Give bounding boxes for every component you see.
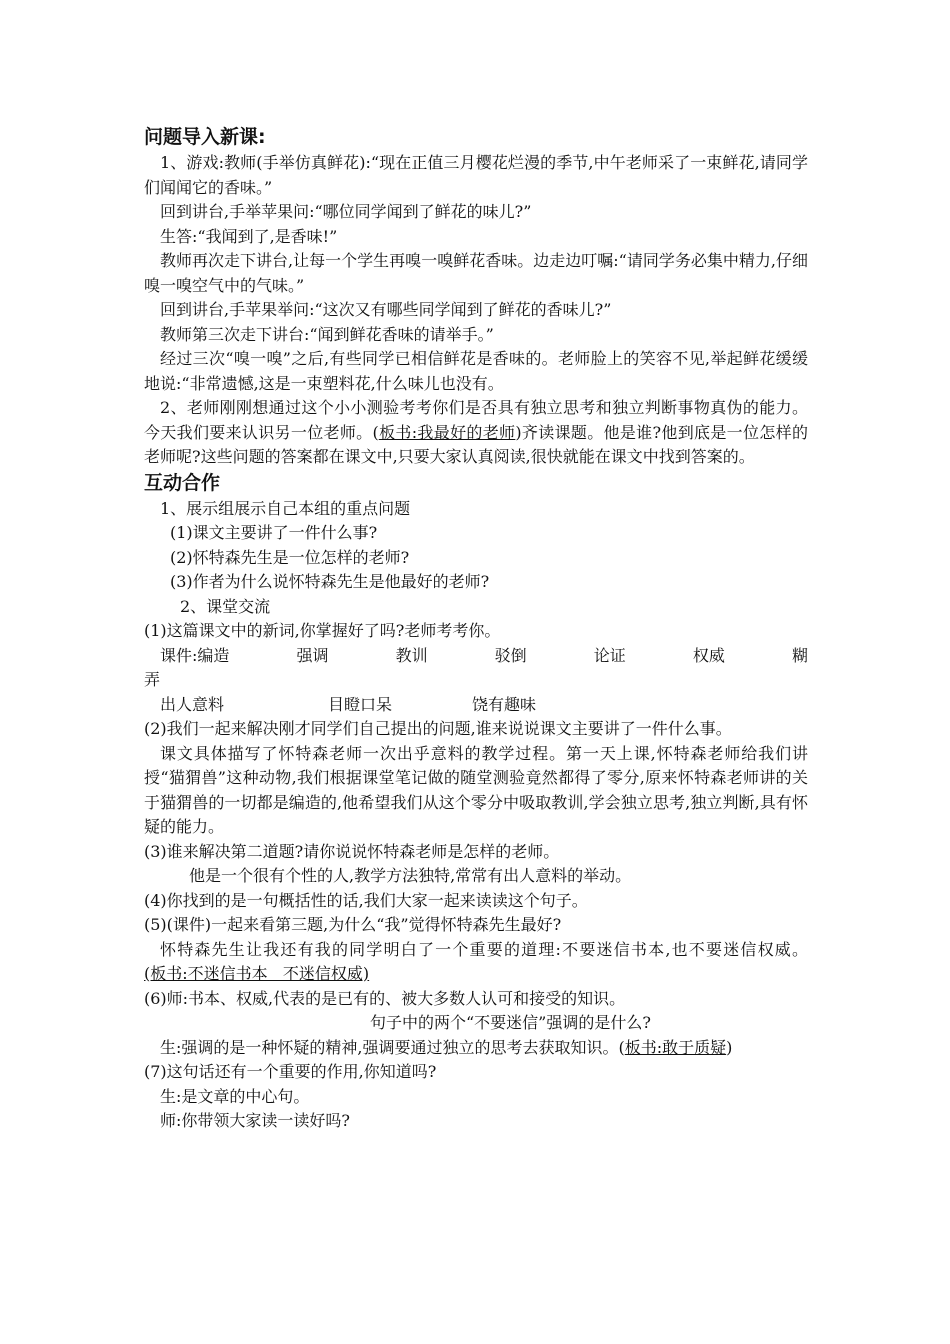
paragraph-text: 2、老师刚刚想通过这个小小测验考考你们是否具有独立思考和独立判断事物真伪的能力。今天我们要来认识另一位老师。( [144,398,808,442]
paragraph [144,1036,808,1061]
board-note: (板书:不迷信书本 不迷信权威) [144,964,370,983]
exchange-item: (4)你找到的是一句概括性的话,我们大家一起来读读这个句子。 [144,890,588,910]
vocab-word: 驳倒 [494,645,527,665]
paragraph: 师:你带领大家读一读好吗? [160,1111,350,1130]
vocab-row [144,644,808,669]
exchange-item: (7)这句话还有一个重要的作用,你知道吗? [144,1062,437,1081]
heading-interaction: 互动合作 [144,471,221,494]
exchange-item: (3)谁来解决第二道题?请你说说怀特森老师是怎样的老师。 [144,841,560,861]
paragraph: 回到讲台,手举苹果问:“哪位同学闻到了鲜花的味儿?” [160,202,532,221]
list-item: 1、展示组展示自己本组的重点问题 [160,498,411,518]
vocab-word: 课件:编造 [160,645,230,665]
vocab-word: 出人意料 [160,694,225,714]
vocab-word: 论证 [593,645,626,665]
vocab-word: 饶有趣味 [472,694,537,714]
paragraph-text: 生:强调的是一种怀疑的精神,强调要通过独立的思考去获取知识。( [160,1037,625,1057]
paragraph: 1、游戏:教师(手举仿真鲜花):“现在正值三月樱花烂漫的季节,中午老师采了一束鲜花,请同学们闻闻它的香味。” [144,153,808,197]
vocab-word: 权威 [692,645,725,665]
paragraph-text: 怀特森先生让我还有我的同学明白了一个重要的道理:不要迷信书本,也不要迷信权威。 [160,939,808,959]
paragraph [144,396,808,470]
vocab-word: 目瞪口呆 [328,694,393,714]
document-page [144,124,808,1134]
question-item: (3)作者为什么说怀特森先生是他最好的老师? [170,572,490,591]
vocab-word: 教训 [395,645,428,665]
paragraph: 生:是文章的中心句。 [160,1086,310,1106]
vocab-row [144,693,808,718]
exchange-item: (6)师:书本、权威,代表的是已有的、被大多数人认可和接受的知识。 [144,988,626,1008]
exchange-item: (1)这篇课文中的新词,你掌握好了吗?老师考考你。 [144,621,501,640]
board-note: 板书:敢于质疑 [624,1037,727,1057]
vocab-wrap: 弄 [144,670,161,689]
list-item: 2、课堂交流 [180,596,271,616]
paragraph-text: ) [726,1037,733,1057]
paragraph: 经过三次“嗅一嗅”之后,有些同学已相信鲜花是香味的。老师脸上的笑容不见,举起鲜花缓缓地说:“非常遗憾,这是一束塑料花,什么味儿也没有。 [144,349,808,393]
vocab-word: 糊 [791,645,808,665]
paragraph: 教师第三次走下讲台:“闻到鲜花香味的请举手。” [160,324,494,344]
paragraph [144,938,808,987]
question-item: (2)怀特森先生是一位怎样的老师? [170,547,410,567]
exchange-item: (5)(课件)一起来看第三题,为什么“我”觉得怀特森先生最好? [144,915,562,934]
paragraph: 课文具体描写了怀特森老师一次出乎意料的教学过程。第一天上课,怀特森老师给我们讲授“猫猬兽”这种动物,我们根据课堂笔记做的随堂测验竟然都得了零分,原来怀特森老师讲的关于猫猬兽的一切都是编造的,他希望我们从这个零分中吸取教训,学会独立思考,独立判断,具有怀疑的能力。 [144,743,808,836]
paragraph: 句子中的两个“不要迷信”强调的是什么? [370,1013,651,1032]
paragraph-text: )齐读课题。他是谁?他到底是一位怎样的老师呢?这些问题的答案都在课文中,只要大家认真阅读,很快就能在课文中找到答案的。 [144,422,808,466]
paragraph: 回到讲台,手苹果举问:“这次又有哪些同学闻到了鲜花的香味儿?” [160,300,612,319]
vocab-word: 强调 [296,645,329,665]
paragraph: 教师再次走下讲台,让每一个学生再嗅一嗅鲜花香味。边走边叮嘱:“请同学务必集中精力,仔细嗅一嗅空气中的气味。” [144,251,808,295]
exchange-item: (2)我们一起来解决刚才同学们自己提出的问题,谁来说说课文主要讲了一件什么事。 [144,719,732,738]
paragraph: 生答:“我闻到了,是香味!” [160,226,338,246]
heading-intro: 问题导入新课: [144,126,266,148]
paragraph: 他是一个很有个性的人,教学方法独特,常常有出人意料的举动。 [189,866,632,885]
question-item: (1)课文主要讲了一件什么事? [170,523,378,542]
board-note: 板书:我最好的老师 [378,422,516,442]
